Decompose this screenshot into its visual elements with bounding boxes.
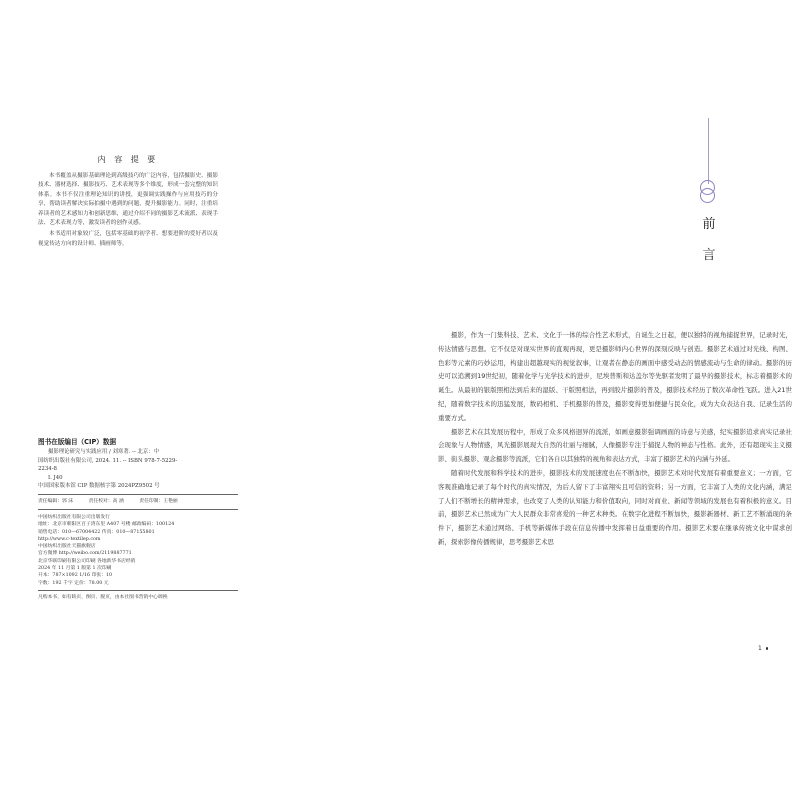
cip-title: 图书在版编目（CIP）数据 — [38, 438, 117, 446]
cip-line: Ⅰ. J40 — [48, 474, 63, 481]
publisher-line: 中国纺织出版社天猫旗舰店 — [38, 544, 96, 550]
publisher-line: 开本：787×1092 1/16 印张：10 — [38, 573, 113, 579]
publisher-line: 北京华联印刷有限公司印刷 各地新华书店经销 — [38, 558, 136, 564]
preface-paragraph: 随着时代发展和科学技术的进步，摄影技术的发展速度也在不断加快，摄影艺术对时代发展有着重要意义；一方面，它客观准确地记录了每个时代的真实情况，为后人留下了丰富翔实且可信的资料；另一方面，它丰富了人类的文化内涵，满足了人们不断增长的精神需求，也改变了人类的认知能力和价值取向，同时对商业、新闻等领域的发展也有着积极的意义。目前，摄影艺术已然成为广大人民群众非常喜爱的一种艺术种类。在数字化进程不断加快，摄影新器材、新工艺不断涌现的条件下，摄影艺术通过网络、手机等新媒体手段在信息传播中发挥着日益重要的作用。摄影艺术要在继承传统文化中谋求创新，探索影像传播规律，思考摄影艺术思 — [438, 468, 792, 546]
preface-heading-char: 前 — [702, 217, 716, 232]
double-ring-icon — [698, 180, 720, 204]
editor-credit: 责任编辑：郭 沫 — [38, 498, 74, 504]
publisher-line: 官方微博 http://weibo.com/2119887771 — [38, 551, 132, 557]
cip-line: 中国国家版本馆 CIP 数据核字第 2024PZ9502 号 — [38, 483, 160, 490]
summary-paragraph: 本书适用对象较广泛，包括零基础的初学者、想要进阶的爱好者以及视觉传达方向的设计师、插画师等。 — [38, 231, 218, 247]
publisher-line: 销售电话：010—67004422 传真：010—87155801 — [38, 529, 155, 535]
proofreader-credit: 责任校对：高 涵 — [88, 498, 124, 504]
page-number — [758, 645, 768, 652]
divider — [38, 494, 238, 495]
preface-paragraph: 摄影，作为一门集科技、艺术、文化于一体的综合性艺术形式，自诞生之日起，便以独特的视角捕捉世界，记录时光，传达情感与思想。它不仅是对现实世界的直观再现，更是摄影师内心世界的深刻反映与创造。摄影艺术通过对光线、构图、色彩等元素的巧妙运用，构建出超越现实的视觉叙事，让观者在静态的画面中感受动态的情感流动与生命的律动。摄影的历史可以追溯到19世纪初，随着化学与光学技术的进步，尼埃普斯和达盖尔等先驱者发明了最早的摄影技术，标志着摄影术的诞生。从最初的银版照相法到后来的湿版、干版照相法，再到胶片摄影的普及，摄影技术经历了数次革命性飞跃。进入21世纪，随着数字技术的迅猛发展，数码相机、手机摄影的普及，摄影变得更加便捷与民众化，成为大众表达自我、记录生活的重要方式。 — [438, 331, 792, 422]
publisher-info — [38, 514, 238, 587]
summary-paragraph: 本书覆盖从摄影基础理论到高级技巧的广泛内容，包括摄影史、摄影技术、器材选择、摄影技巧、艺术表现等多个维度，形成一套完整的知识体系。本书不仅注重理论知识的讲授，更强调实践操作与应用技巧的分享，帮助读者解决实际拍摄中遇到的问题，提升摄影能力。同时，注重培养读者的艺术感知力和创新思维，通过介绍不同的摄影艺术流派、表现手法、艺术表现力等，激发读者的创作灵感。 — [38, 173, 218, 227]
cip-line: 国纺织出版社有限公司, 2024. 11. -- ISBN 978-7-5229- — [38, 457, 178, 464]
preface-paragraph: 摄影艺术在其发展历程中，形成了众多风格迥异的流派，如画意摄影强调画面的诗意与美感，纪实摄影追求真实记录社会现象与人物情感，风光摄影展现大自然的壮丽与细腻，人像摄影专注于捕捉人物的神态与性格。此外，还有超现实主义摄影、街头摄影、观念摄影等流派，它们各自以其独特的视角和表达方式，丰富了摄影艺术的内涵与外延。 — [438, 427, 792, 464]
preface-body — [438, 329, 792, 550]
preface-heading-char: 言 — [702, 248, 716, 263]
summary-title: 内 容 提 要 — [97, 155, 159, 164]
dot-icon — [766, 647, 769, 650]
divider — [38, 509, 238, 510]
page-number-text: 1 — [758, 645, 762, 652]
editors-line — [38, 498, 238, 506]
cip-block — [38, 436, 238, 602]
cip-line: 摄影理论研究与实践应用 / 刘寒著. -- 北京：中 — [48, 449, 160, 455]
publisher-line: 地址：北京市朝阳区百子湾东里 A407 号楼 邮政编码：100124 — [38, 522, 175, 528]
cip-line: 2234-8 — [38, 466, 57, 473]
replacement-notice: 凡购本书，如有缺页、倒页、脱页，由本社图书营销中心调换 — [38, 594, 168, 600]
publisher-line: 中国纺织出版社有限公司出版发行 — [38, 514, 110, 520]
preface-page — [400, 0, 800, 800]
summary-body — [38, 172, 218, 251]
publisher-line: 2024 年 11 月第 1 版第 1 次印刷 — [38, 566, 112, 572]
publisher-line: 字数：192 千字 定价：78.00 元 — [38, 580, 109, 586]
ring-icon — [700, 188, 715, 203]
divider — [38, 590, 238, 591]
publisher-line: http://www.c-textilep.com — [38, 536, 101, 542]
decorative-line — [708, 118, 709, 184]
printing-credit: 责任印制：王艳丽 — [139, 498, 178, 504]
